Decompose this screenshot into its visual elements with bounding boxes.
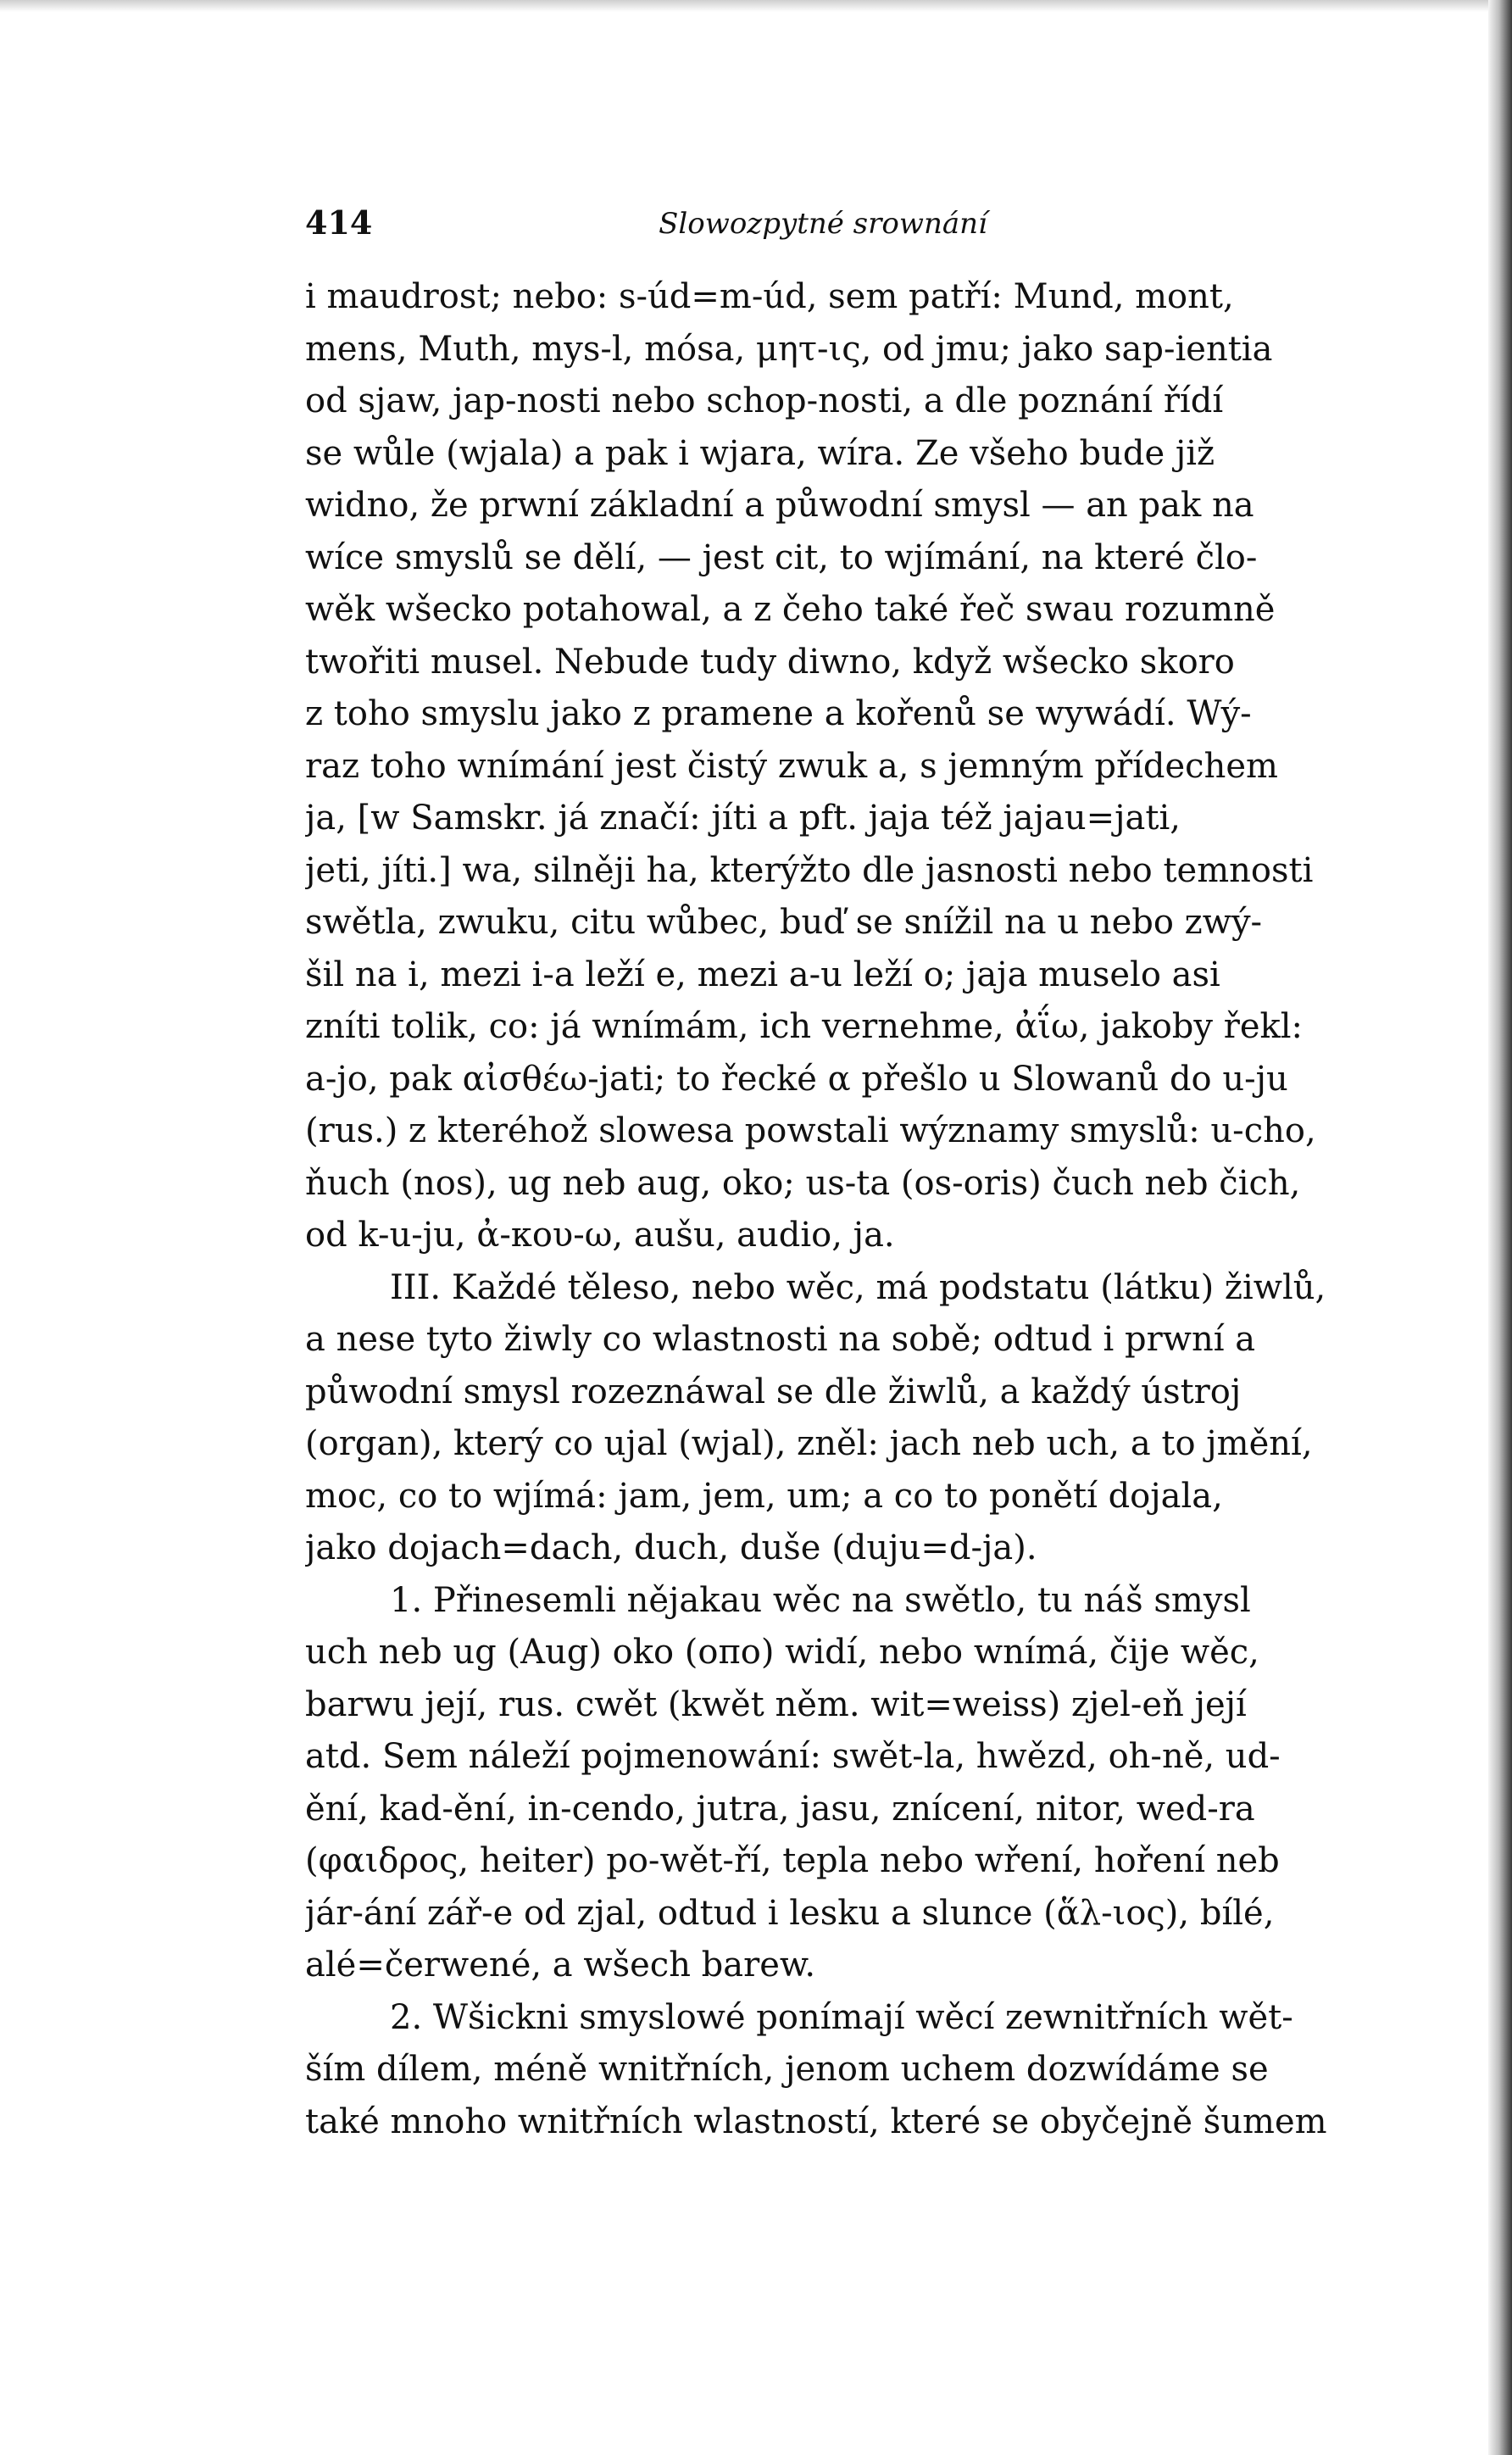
scan-top-shadow bbox=[0, 0, 1512, 12]
text-line: šil na i, mezi i-a leží e, mezi a-u leží o; jaja muselo asi bbox=[305, 955, 1220, 994]
text-line: ňuch (nos), ug neb aug, oko; us-ta (os-oris) čuch neb čich, bbox=[305, 1163, 1301, 1203]
text-line: jako dojach=dach, duch, duše (duju=d-ja). bbox=[305, 1528, 1037, 1567]
text-line: od sjaw, jap-nosti nebo schop-nosti, a dle poznání řídí bbox=[305, 381, 1224, 420]
text-line: zníti tolik, co: já wnímám, ich vernehme, ἀΐω, jakoby řekl: bbox=[305, 1007, 1304, 1046]
text-line: a-jo, pak αἰσθέω-jati; to řecké α přešlo u Slowanů do u-ju bbox=[305, 1059, 1288, 1099]
running-title: Slowozpytné srownání bbox=[659, 207, 987, 241]
text-line: od k-u-ju, ἀ-κου-ω, aušu, audio, ja. bbox=[305, 1216, 895, 1255]
section-heading-line: III. Každé těleso, nebo wěc, má podstatu (látku) žiwlů, bbox=[390, 1267, 1326, 1307]
scan-edge-shadow bbox=[1488, 0, 1512, 2455]
text-line: mens, Muth, mys-l, mósa, μητ-ις, od jmu; jako sap-ientia bbox=[305, 329, 1273, 369]
text-line: ění, kad-ění, in-cendo, jutra, jasu, znícení, nitor, wed-ra bbox=[305, 1789, 1255, 1829]
text-line: raz toho wnímání jest čistý zwuk a, s jemným přídechem bbox=[305, 746, 1278, 786]
text-line: wěk wšecko potahowal, a z čeho také řeč swau rozumně bbox=[305, 590, 1276, 629]
text-line: barwu její, rus. cwět (kwět něm. wit=weiss) zjel-eň její bbox=[305, 1684, 1247, 1724]
text-line: swětla, zwuku, citu wůbec, buď se snížil na u nebo zwý- bbox=[305, 903, 1263, 942]
text-line: a nese tyto žiwly co wlastnosti na sobě; odtud i prwní a bbox=[305, 1320, 1256, 1359]
text-line: ja, [w Samskr. já značí: jíti a pft. jaja též jajau=jati, bbox=[305, 799, 1181, 838]
book-page bbox=[305, 203, 1341, 2148]
text-line: widno, že prwní základní a půwodní smysl — an pak na bbox=[305, 486, 1254, 525]
text-line: (organ), který co ujal (wjal), zněl: jach neb uch, a to jmění, bbox=[305, 1424, 1313, 1463]
text-line: (φαιδρος, heiter) po-wět-ří, tepla nebo wření, hoření neb bbox=[305, 1841, 1280, 1880]
text-line: (rus.) z kteréhož slowesa powstali wýznamy smyslů: u-cho, bbox=[305, 1111, 1316, 1150]
text-line: uch neb ug (Aug) oko (οπο) widí, nebo wnímá, čije wěc, bbox=[305, 1633, 1259, 1672]
text-line: z toho smyslu jako z pramene a kořenů se wywádí. Wý- bbox=[305, 694, 1252, 733]
text-line: jár-ání zář-e od zjal, odtud i lesku a slunce (ἅλ-ιος), bílé, bbox=[305, 1893, 1275, 1933]
page-header bbox=[305, 203, 1341, 254]
text-line: ším dílem, méně wnitřních, jenom uchem dozwídáme se bbox=[305, 2050, 1269, 2089]
text-line: atd. Sem náleží pojmenowání: swět-la, hwězd, oh-ně, ud- bbox=[305, 1737, 1281, 1776]
text-line: twořiti musel. Nebude tudy diwno, když wšecko skoro bbox=[305, 642, 1235, 682]
text-line: jeti, jíti.] wa, silněji ha, kterýžto dle jasnosti nebo temnosti bbox=[305, 850, 1314, 890]
text-line: také mnoho wnitřních wlastností, které se obyčejně šumem bbox=[305, 2102, 1327, 2141]
text-line: se wůle (wjala) a pak i wjara, wíra. Ze všeho bude již bbox=[305, 433, 1215, 473]
text-line: alé=čerwené, a wšech barew. bbox=[305, 1946, 816, 1985]
text-line: půwodní smysl rozeznáwal se dle žiwlů, a každý ústroj bbox=[305, 1372, 1242, 1411]
text-line: moc, co to wjímá: jam, jem, um; a co to ponětí dojala, bbox=[305, 1476, 1223, 1516]
body-text bbox=[305, 271, 1341, 2148]
text-line: wíce smyslů se dělí, — jest cit, to wjímání, na které člo- bbox=[305, 537, 1258, 577]
page-number: 414 bbox=[305, 203, 373, 242]
paragraph-start-line: 1. Přinesemli nějakau wěc na swětlo, tu náš smysl bbox=[390, 1580, 1251, 1620]
text-line: i maudrost; nebo: s-úd=m-úd, sem patří: Mund, mont, bbox=[305, 277, 1234, 316]
paragraph-start-line: 2. Wšickni smyslowé ponímají wěcí zewnitřních wět- bbox=[390, 1997, 1293, 2037]
